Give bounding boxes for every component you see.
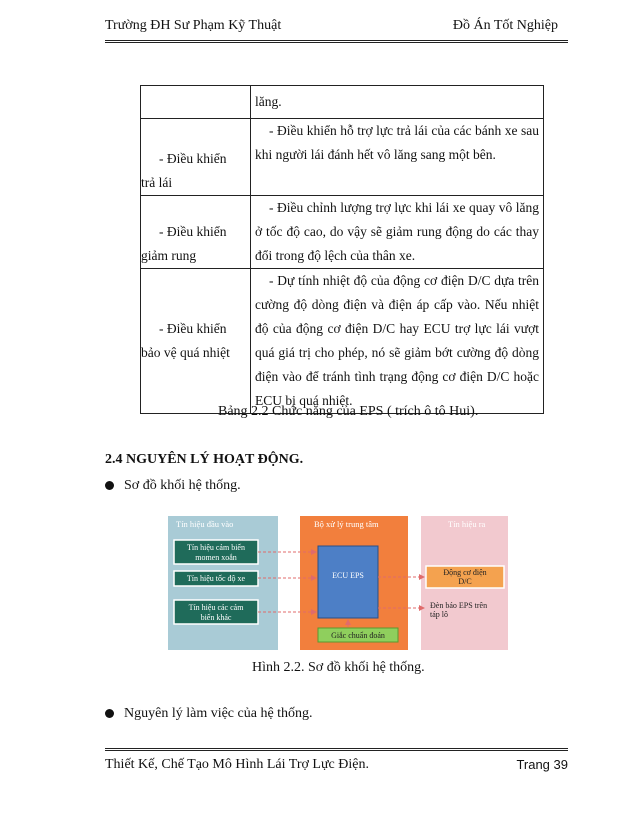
output-panel-title: Tín hiệu ra [448,519,486,529]
input-torque-line1: Tín hiệu cảm biến [187,543,245,552]
table-cell [251,86,544,119]
bullet-icon [105,709,114,718]
function-name-cont: giảm rung [141,248,197,263]
table-cell [141,269,251,414]
function-desc: - Điều khiển hỗ trợ lực trả lái của các bánh xe sau khi người lái đánh hết vô lăng sang một bên. [251,119,544,196]
input-panel-title: Tín hiệu đầu vào [176,519,234,529]
function-desc: - Dự tính nhiệt độ của động cơ điện D/C dựa trên cường độ dòng điện và điện áp cấp vào. Nếu nhiệt độ của động cơ điện D/C hay ECU trợ lực lái vượt quá giá trị cho phép, nó sẽ giảm bớt cường độ dòng điện vào để tránh tình trạng động cơ điện D/C hoặc ECU bị quá nhiệt. [251,269,544,414]
footer-title: Thiết Kế, Chế Tạo Mô Hình Lái Trợ Lực Điện. [105,757,369,772]
function-name: - Điều khiển [159,321,227,336]
function-name-cont: trả lái [141,175,173,190]
footer-rule-2 [105,750,568,751]
header-school: Trường ĐH Sư Phạm Kỹ Thuật [105,18,282,33]
footer-rule [105,748,568,749]
figure-caption: Hình 2.2. Sơ đồ khối hệ thống. [252,660,425,675]
eps-function-table [140,85,544,414]
diag-label: Giắc chuẩn đoán [331,631,385,640]
function-name: - Điều khiển [159,224,227,239]
table-caption: Bảng 2.2 Chức năng của EPS ( trích ô tô Hui). [218,404,479,419]
bullet-item [105,478,241,494]
bullet-icon [105,481,114,490]
cell-text: lăng. [255,94,282,109]
table-row [141,119,544,196]
input-other-line1: Tín hiệu các cảm [188,603,244,612]
input-other-line2: biến khác [200,613,232,622]
ecu-box [318,546,378,618]
ecu-label: ECU EPS [332,571,364,580]
header-rule [105,40,568,41]
motor-line2: D/C [458,577,472,586]
table-row [141,269,544,414]
table-cell [141,119,251,196]
center-panel-title: Bộ xử lý trung tâm [314,519,379,529]
motor-line1: Động cơ điện [443,568,487,577]
section-heading: 2.4 NGUYÊN LÝ HOẠT ĐỘNG. [105,452,304,467]
bullet-item [105,706,313,722]
block-diagram [168,516,508,650]
lamp-line2: táp lô [430,610,448,619]
table-cell [141,196,251,269]
function-desc: - Điều chỉnh lượng trợ lực khi lái xe quay vô lăng ở tốc độ cao, do vậy sẽ giảm rung động do các thay đổi trong độ lệch của thân xe. [251,196,544,269]
table-row [141,196,544,269]
bullet-text: Sơ đồ khối hệ thống. [124,478,241,493]
header-title: Đồ Án Tốt Nghiệp [452,18,558,33]
header-rule-2 [105,42,568,43]
input-speed-label: Tín hiệu tốc độ xe [186,574,246,583]
table-row [141,86,544,119]
lamp-line1: Đèn báo EPS trên [430,601,488,610]
input-torque-line2: momen xoắn [195,553,237,562]
table-cell [141,86,251,119]
bullet-text: Nguyên lý làm việc của hệ thống. [124,706,313,721]
page-number: Trang 39 [516,757,568,772]
function-name-cont: bảo vệ quá nhiệt [141,345,230,360]
function-name: - Điều khiển [159,151,227,166]
